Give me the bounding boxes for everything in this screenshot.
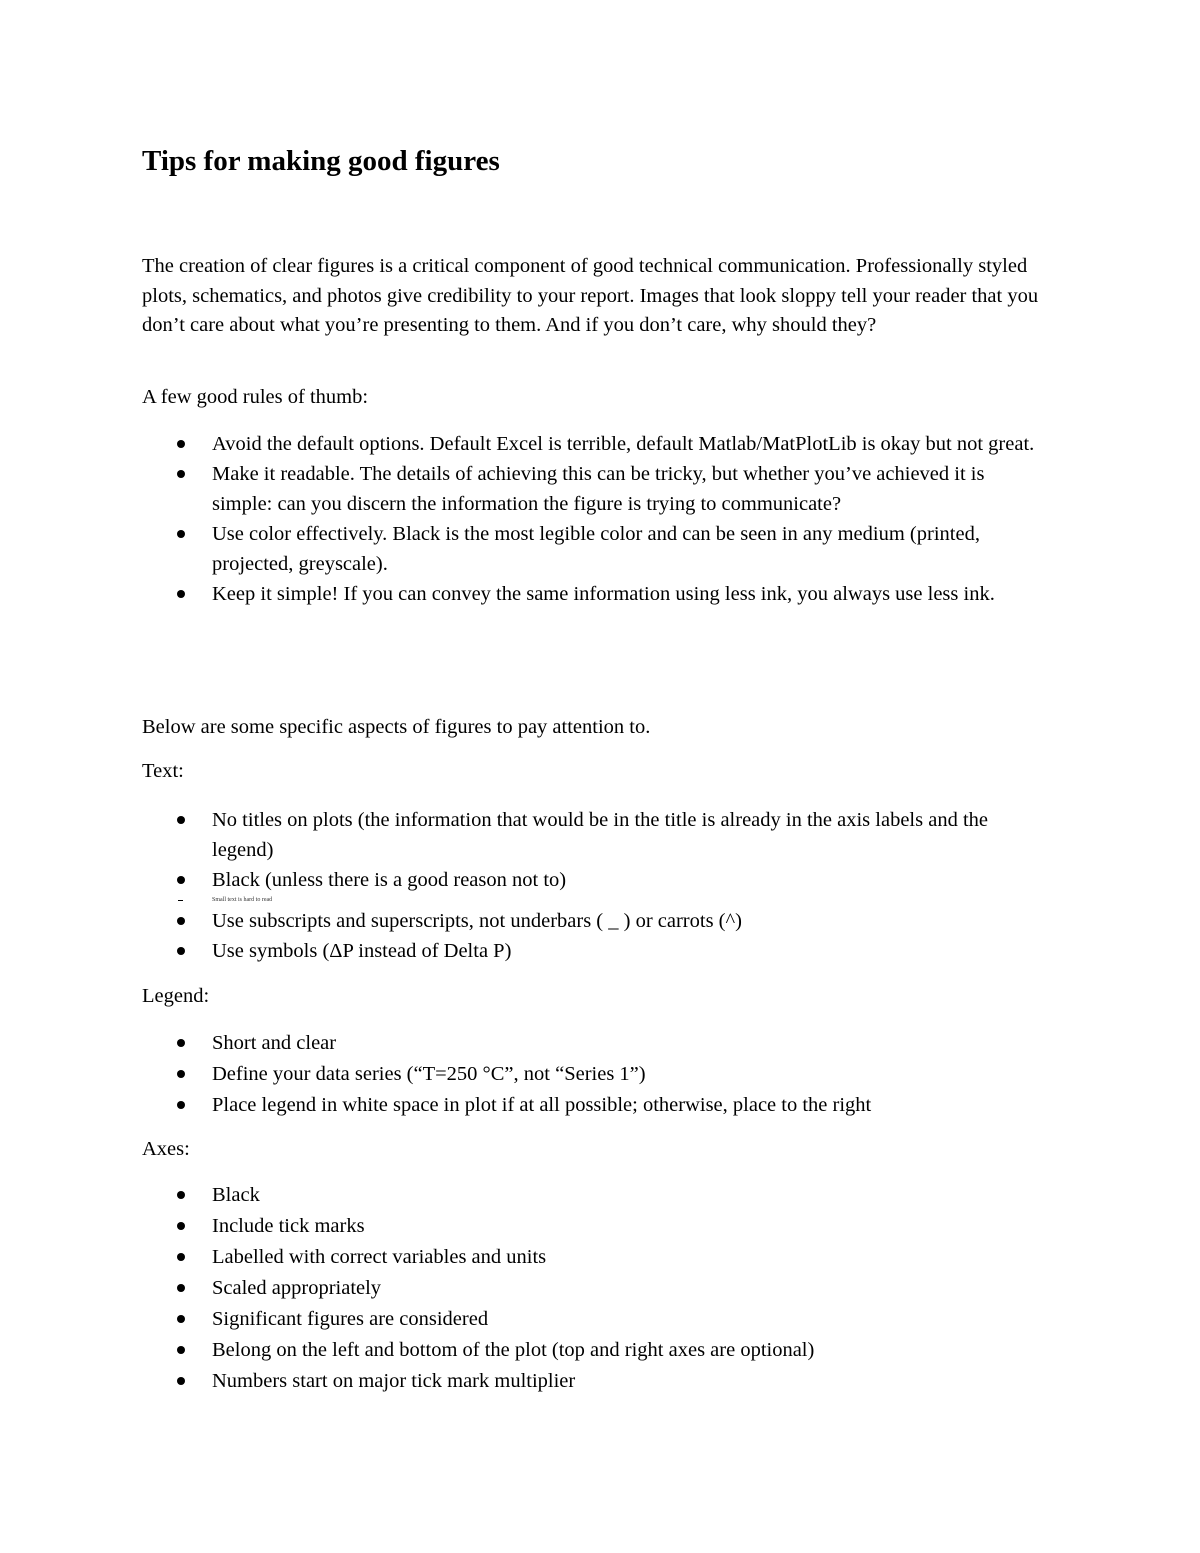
bullet-icon xyxy=(177,1222,185,1230)
bullet-icon xyxy=(177,876,185,884)
list-item xyxy=(142,1180,814,1210)
intro-paragraph: The creation of clear figures is a critical component of good technical communication. Professionally styled plots, schematics, and photos give credibility to your report. Images that look sloppy tell your reader that you don’t care about what you’re presenting to them. And if you don’t care, why should they? xyxy=(142,255,1039,336)
rule-text: Keep it simple! If you can convey the same information using less ink, you always use less ink. xyxy=(212,583,995,605)
axes-item: Black xyxy=(212,1184,260,1206)
list-item xyxy=(142,1366,814,1396)
text-list xyxy=(142,805,1042,966)
list-item xyxy=(142,1059,871,1089)
list-item xyxy=(142,906,1042,936)
axes-item: Belong on the left and bottom of the plot (top and right axes are optional) xyxy=(212,1339,815,1361)
small-text-note: Small text is hard to read xyxy=(212,897,273,903)
rules-list xyxy=(142,429,1042,609)
rule-text: Make it readable. The details of achieving this can be tricky, but whether you’ve achieved it is simple: can you discern the information the figure is trying to communicate? xyxy=(212,463,985,515)
bullet-icon xyxy=(178,900,183,901)
bullet-icon xyxy=(177,1253,185,1261)
bullet-icon xyxy=(177,816,185,824)
bullet-icon xyxy=(177,470,185,478)
legend-item: Define your data series (“T=250 °C”, not “Series 1”) xyxy=(212,1063,646,1085)
bullet-icon xyxy=(177,590,185,598)
list-item-small-text xyxy=(142,895,1042,906)
list-item xyxy=(142,459,1042,519)
bullet-icon xyxy=(177,440,185,448)
list-item xyxy=(142,1304,814,1334)
bullet-icon xyxy=(177,1346,185,1354)
document-title: Tips for making good figures xyxy=(142,145,500,177)
text-item: Use subscripts and superscripts, not underbars ( _ ) or carrots (^) xyxy=(212,910,742,932)
axes-item: Scaled appropriately xyxy=(212,1277,382,1299)
bullet-icon xyxy=(177,1101,185,1109)
list-item xyxy=(142,579,1042,609)
axes-item: Numbers start on major tick mark multiplier xyxy=(212,1370,576,1392)
bullet-icon xyxy=(177,1377,185,1385)
text-item: Use symbols (ΔP instead of Delta P) xyxy=(212,940,512,962)
bullet-icon xyxy=(177,947,185,955)
legend-item: Short and clear xyxy=(212,1032,337,1054)
list-item xyxy=(142,1028,871,1058)
bullet-icon xyxy=(177,530,185,538)
axes-item: Include tick marks xyxy=(212,1215,365,1237)
bullet-icon xyxy=(177,1070,185,1078)
list-item xyxy=(142,1211,814,1241)
bullet-icon xyxy=(177,1039,185,1047)
axes-heading: Axes: xyxy=(142,1138,190,1160)
text-heading: Text: xyxy=(142,760,184,782)
list-item xyxy=(142,936,1042,966)
bullet-icon xyxy=(177,1191,185,1199)
axes-item: Significant figures are considered xyxy=(212,1308,489,1330)
axes-item: Labelled with correct variables and units xyxy=(212,1246,547,1268)
rules-heading: A few good rules of thumb: xyxy=(142,386,369,408)
list-item xyxy=(142,1242,814,1272)
bullet-icon xyxy=(177,917,185,925)
legend-list xyxy=(142,1028,871,1120)
rule-text: Use color effectively. Black is the most legible color and can be seen in any medium (printed, projected, greyscale). xyxy=(212,523,980,575)
list-item xyxy=(142,805,1042,865)
legend-item: Place legend in white space in plot if at all possible; otherwise, place to the right xyxy=(212,1094,872,1116)
list-item xyxy=(142,1090,871,1120)
bullet-icon xyxy=(177,1284,185,1292)
list-item xyxy=(142,519,1042,579)
list-item xyxy=(142,429,1042,459)
aspects-intro: Below are some specific aspects of figures to pay attention to. xyxy=(142,716,651,738)
list-item xyxy=(142,865,1042,895)
axes-list xyxy=(142,1180,814,1396)
rule-text: Avoid the default options. Default Excel is terrible, default Matlab/MatPlotLib is okay but not great. xyxy=(212,433,1035,455)
bullet-icon xyxy=(177,1315,185,1323)
text-item: Black (unless there is a good reason not to) xyxy=(212,869,567,891)
list-item xyxy=(142,1273,814,1303)
text-item: No titles on plots (the information that would be in the title is already in the axis labels and the legend) xyxy=(212,809,988,861)
list-item xyxy=(142,1335,814,1365)
legend-heading: Legend: xyxy=(142,985,210,1007)
